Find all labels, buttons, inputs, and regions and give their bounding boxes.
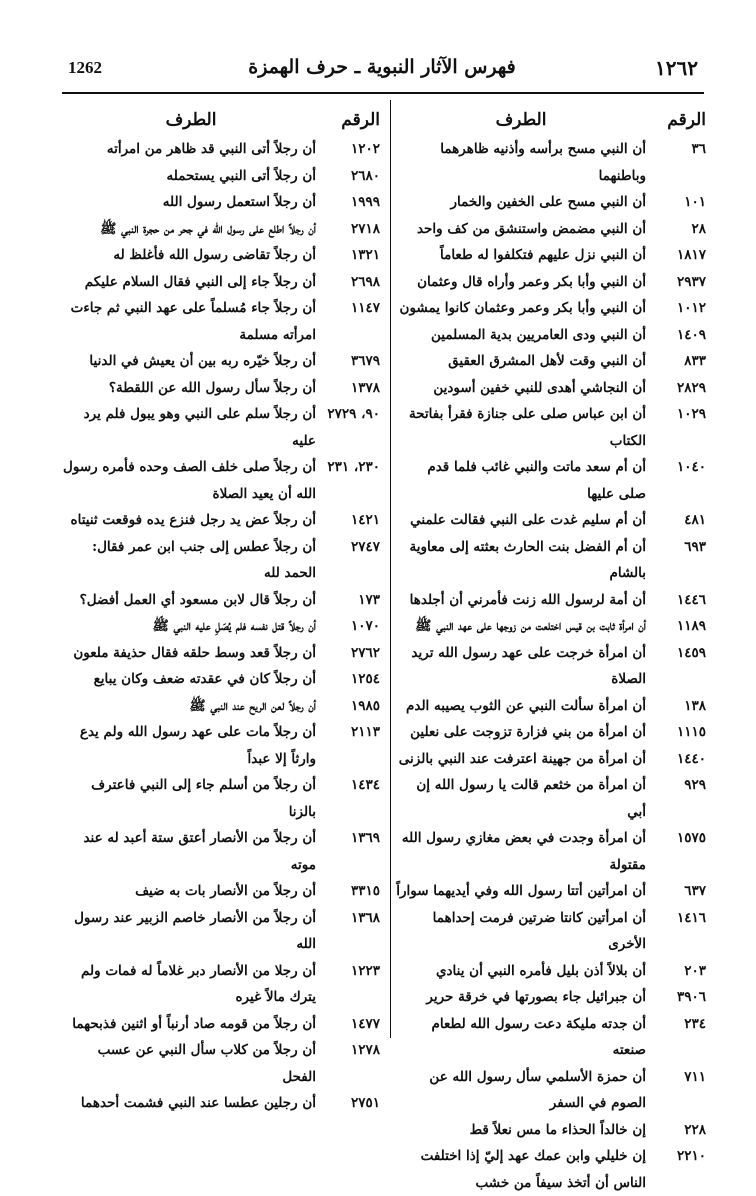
header-rule xyxy=(62,92,704,94)
entry-text: أن امرأتين كانتا ضرتين فرمت إحداهما الأخرى xyxy=(432,909,646,952)
index-entry xyxy=(396,507,706,534)
entry-text: أن امرأة خرجت على عهد رسول الله تريد الصلاة xyxy=(411,644,646,687)
index-entry xyxy=(396,322,706,349)
entry-number: ٢٧٥١ xyxy=(350,1095,380,1111)
entry-number: ١٣٦٩ xyxy=(350,830,380,846)
page-number-arabic: ١٢٦٢ xyxy=(655,56,698,80)
entry-number: ١٢٠٢ xyxy=(350,141,380,157)
index-entry xyxy=(62,375,380,402)
entry-number: ٦٩٣ xyxy=(684,538,706,555)
index-entry xyxy=(62,136,380,163)
entry-number: ١٩٨٥ xyxy=(350,697,380,714)
entry-text: أن حمزة الأسلمي سأل رسول الله عن الصوم في السفر xyxy=(429,1068,646,1111)
entry-number: ٢٧١٨ xyxy=(350,220,380,237)
index-entry xyxy=(396,534,706,587)
index-entry xyxy=(62,958,380,1011)
index-entry xyxy=(62,666,380,693)
page-number-latin: 1262 xyxy=(68,58,102,77)
entry-number: ١٠٢٩ xyxy=(676,406,706,422)
entry-number: ١٠١٢ xyxy=(676,300,706,316)
index-entry xyxy=(62,613,380,640)
entry-number: ١٣٢١ xyxy=(350,247,380,263)
entry-text: إن خالداً الحذاء ما مس نعلاً قط xyxy=(469,1121,646,1138)
entry-number: ٢٣٤ xyxy=(684,1015,706,1032)
entry-text: أن رجلاً قعد وسط حلقه فقال حذيفة ملعون xyxy=(73,644,316,661)
index-entry xyxy=(62,1011,380,1038)
entry-text: أن رجلاً جاء إلى النبي فقال السلام عليكم xyxy=(84,273,316,290)
left-entry-list xyxy=(62,136,380,1117)
entry-number: ١٤٢١ xyxy=(350,512,380,528)
entry-text: أن بلالاً أذن بليل فأمره النبي أن ينادي xyxy=(435,962,646,979)
index-entry xyxy=(396,454,706,507)
index-entry xyxy=(62,1090,380,1117)
index-entry xyxy=(396,746,706,773)
entry-text: أن رجلاً كان في عقدته ضعف وكان يبايع xyxy=(93,671,316,687)
page-title: فهرس الآثار النبوية ـ حرف الهمزة xyxy=(248,56,516,78)
entry-text: أن امرأة ثابت بن قيس اختلعت من زوجها على عهد النبي ﷺ xyxy=(415,618,646,634)
entry-text: أن رجلاً مات على عهد رسول الله ولم يدع وارثاً إلا عبداً xyxy=(79,724,316,767)
entry-text: أن النبي ودى العامريين بدية المسلمين xyxy=(431,326,646,343)
index-entry xyxy=(396,1011,706,1064)
entry-text: أن رجلاً قتل نفسه فلم يُصَلِ عليه النبي ﷺ xyxy=(152,618,316,634)
index-entry xyxy=(396,772,706,825)
entry-number: ٣٦٧٩ xyxy=(350,353,380,369)
index-entry xyxy=(62,189,380,216)
num-heading: الرقم xyxy=(341,110,380,130)
entry-text: أن أم سعد ماتت والنبي غائب فلما قدم صلى عليها xyxy=(427,459,646,502)
index-entry xyxy=(396,878,706,905)
entry-text: أن رجلاً عطس إلى جنب ابن عمر فقال: الحمد لله xyxy=(92,538,316,581)
entry-text: أن رجلاً من الأنصار بات به ضيف xyxy=(135,883,316,899)
entry-text: أن جدته مليكة دعت رسول الله لطعام صنعته xyxy=(431,1015,646,1058)
index-entry xyxy=(396,958,706,985)
entry-text: أن رجلاً لعن الريح عند النبي ﷺ xyxy=(189,697,316,714)
index-entry xyxy=(396,640,706,693)
entry-text: إن خليلي وابن عمك عهد إليّ إذا اختلفت الناس أن أتخذ سيفاً من خشب xyxy=(420,1148,646,1191)
index-entry xyxy=(396,1064,706,1117)
index-entry xyxy=(62,295,380,348)
index-entry xyxy=(396,401,706,454)
entry-number: ١٤٧٧ xyxy=(350,1015,380,1032)
entry-number: ٢٨٢٩ xyxy=(676,379,706,396)
index-entry xyxy=(396,295,706,322)
entry-text: أن امرأة من بني فزارة تزوجت على نعلين xyxy=(410,724,646,740)
entry-text: أن أمة لرسول الله زنت فأمرني أن أجلدها xyxy=(409,591,646,608)
index-entry xyxy=(396,375,706,402)
index-entry xyxy=(396,587,706,614)
entry-number: ٢٧٤٧ xyxy=(350,538,380,555)
index-entry xyxy=(62,348,380,375)
entry-number: ٣٩٠٦ xyxy=(676,989,706,1005)
entry-text: أن رجلاً تقاضى رسول الله فأغلظ له xyxy=(113,247,316,263)
entry-text: أن رجلاً أتى النبي يستحمله xyxy=(166,167,316,184)
index-entry xyxy=(62,772,380,825)
entry-number: ١٠٧٠ xyxy=(350,618,380,634)
index-entry xyxy=(396,216,706,243)
entry-text: أن امرأة من خثعم قالت يا رسول الله إن أبي xyxy=(416,777,646,820)
entry-text: أن النبي مسح برأسه وأذنيه ظاهرهما وباطنهما xyxy=(440,141,646,184)
entry-text: أن رجلاً من الأنصار خاصم الزبير عند رسول الله xyxy=(74,909,316,952)
entry-number: ٧١١ xyxy=(684,1068,706,1085)
entry-text: أن رجلاً سلم على النبي وهو يبول فلم يرد عليه xyxy=(83,406,316,449)
entry-number: ١٤٤٠ xyxy=(676,750,706,767)
entry-text: أن النبي مضمض واستنشق من كف واحد xyxy=(416,220,646,237)
entry-text: أن رجلاً من قومه صاد أرنباً أو اثنين فذبحهما xyxy=(72,1015,316,1032)
entry-text: أن رجلاً من كلاب سأل النبي عن عسب الفحل xyxy=(97,1042,316,1085)
num-heading: الرقم xyxy=(667,110,706,130)
index-entry xyxy=(62,1037,380,1090)
entry-text: أن أم سليم غدت على النبي فقالت علمني xyxy=(410,512,646,528)
entry-number: ١١١٥ xyxy=(676,724,706,740)
index-entry xyxy=(62,507,380,534)
entry-number: ١٠٤٠ xyxy=(676,459,706,475)
index-entry xyxy=(62,878,380,905)
entry-number: ١٧٣ xyxy=(358,591,380,608)
entry-number: ١٤٠٩ xyxy=(676,326,706,343)
entry-number: ١٢٢٣ xyxy=(350,962,380,979)
entry-number: ١٩٩٩ xyxy=(350,194,380,210)
column-divider xyxy=(390,100,391,1038)
entry-number: ١٢٥٤ xyxy=(350,671,380,687)
index-entry xyxy=(396,613,706,640)
index-entry xyxy=(62,216,380,243)
left-column xyxy=(62,104,380,1117)
entry-text: أن ابن عباس صلى على جنازة فقرأ بفاتحة الكتاب xyxy=(408,406,646,449)
index-entry xyxy=(62,587,380,614)
entry-number: ١٨١٧ xyxy=(676,247,706,263)
index-entry xyxy=(62,242,380,269)
left-column-header xyxy=(62,104,380,136)
entry-number: ١١٤٧ xyxy=(350,300,380,316)
index-entry xyxy=(396,1117,706,1144)
entry-text: أن النبي نزل عليهم فتكلفوا له طعاماً xyxy=(439,247,646,263)
entry-number: ٤٨١ xyxy=(684,512,706,528)
entry-number: ١٣٦٨ xyxy=(350,909,380,926)
entry-number: ٢٦٩٨ xyxy=(350,273,380,290)
entry-number: ٢١١٣ xyxy=(350,724,380,740)
entry-number: ١٢٧٨ xyxy=(350,1042,380,1058)
entry-number: ٢٨ xyxy=(691,220,706,237)
entry-number: ٦٣٧ xyxy=(684,883,706,899)
entry-number: ٢٣٠، ٢٣١ xyxy=(327,459,380,475)
index-entry xyxy=(396,136,706,189)
entry-number: ٢٩٣٧ xyxy=(676,273,706,290)
index-entry xyxy=(62,454,380,507)
entry-text: أن رجلاً قال لابن مسعود أي العمل أفضل؟ xyxy=(79,591,316,608)
entry-text: أن رجلاً اطلع على رسول الله في جحر من حجرة النبي ﷺ xyxy=(100,220,316,237)
entry-number: ٢٧٦٢ xyxy=(350,644,380,661)
tarf-heading: الطرف xyxy=(495,110,547,130)
entry-number: ١٥٧٥ xyxy=(676,830,706,846)
index-entry xyxy=(396,905,706,958)
index-entry xyxy=(396,348,706,375)
entry-number: ١٣٨ xyxy=(684,697,706,714)
index-entry xyxy=(62,269,380,296)
entry-number: ٩٠، ٢٧٢٩ xyxy=(327,406,380,422)
entry-text: أن امرأة وجدت في بعض مغازي رسول الله مقتولة xyxy=(401,830,646,873)
entry-text: أن النبي وقت لأهل المشرق العقيق xyxy=(448,353,646,369)
index-entry xyxy=(62,640,380,667)
entry-number: ٩٢٩ xyxy=(684,777,706,793)
entry-text: أن النجاشي أهدى للنبي خفين أسودين xyxy=(433,379,646,396)
entry-number: ٢٢١٠ xyxy=(676,1148,706,1164)
entry-number: ١٣٧٨ xyxy=(350,379,380,396)
right-entry-list xyxy=(396,136,706,1196)
entry-number: ٨٣٣ xyxy=(684,353,706,369)
entry-text: أن رجلاً عض يد رجل فنزع يده فوقعت ثنيتاه xyxy=(70,512,316,528)
entry-number: ١٤٥٩ xyxy=(676,644,706,661)
entry-text: أن رجلاً استعمل رسول الله xyxy=(162,194,316,210)
index-entry xyxy=(396,242,706,269)
index-entry xyxy=(62,401,380,454)
entry-text: أن امرأة من جهينة اعترفت عند النبي بالزنى xyxy=(398,750,646,767)
page-header xyxy=(62,54,702,88)
entry-text: أن امرأتين أتتا رسول الله وفي أيديهما سواراً xyxy=(396,883,646,899)
index-entry xyxy=(396,825,706,878)
index-entry xyxy=(396,269,706,296)
entry-text: أن جبرائيل جاء بصورتها في خرقة حرير xyxy=(426,989,646,1005)
index-entry xyxy=(62,163,380,190)
entry-text: أن رجلين عطسا عند النبي فشمت أحدهما xyxy=(80,1095,316,1111)
entry-text: أن رجلاً من أسلم جاء إلى النبي فاعترف بالزنا xyxy=(91,777,316,820)
index-entry xyxy=(62,534,380,587)
entry-number: ١١٨٩ xyxy=(676,618,706,634)
entry-text: أن رجلاً سأل رسول الله عن اللقطة؟ xyxy=(108,379,316,396)
entry-text: أن أم الفضل بنت الحارث بعثته إلى معاوية بالشام xyxy=(409,538,646,581)
entry-text: أن امرأة سألت النبي عن الثوب يصيبه الدم xyxy=(406,697,646,714)
entry-text: أن رجلا من الأنصار دبر غلاماً له فمات ولم يترك مالاً غيره xyxy=(81,962,316,1005)
entry-number: ٣٣١٥ xyxy=(350,883,380,899)
index-entry xyxy=(62,719,380,772)
entry-text: أن النبي وأبا بكر وعمر وعثمان كانوا يمشون xyxy=(399,300,646,316)
entry-number: ٣٦ xyxy=(691,141,706,157)
right-column xyxy=(396,104,706,1196)
entry-number: ١٠١ xyxy=(684,194,706,210)
index-entry xyxy=(396,719,706,746)
entry-number: ٢٦٨٠ xyxy=(350,167,380,184)
entry-text: أن رجلاً جاء مُسلماً على عهد النبي ثم جاءت امرأته مسلمة xyxy=(70,300,316,343)
entry-number: ١٤٤٦ xyxy=(676,591,706,608)
index-entry xyxy=(62,905,380,958)
entry-text: أن رجلاً أتى النبي قد ظاهر من امرأته xyxy=(106,141,316,157)
index-entry xyxy=(396,189,706,216)
tarf-heading: الطرف xyxy=(165,110,217,130)
index-entry xyxy=(62,825,380,878)
entry-number: ٢٠٣ xyxy=(684,962,706,979)
entry-text: أن النبي مسح على الخفين والخمار xyxy=(450,194,646,210)
entry-text: أن النبي وأبا بكر وعمر وأراه قال وعثمان xyxy=(417,273,646,290)
entry-number: ٢٢٨ xyxy=(684,1121,706,1138)
entry-text: أن رجلاً صلى خلف الصف وحده فأمره رسول الله أن يعيد الصلاة xyxy=(63,459,316,502)
index-entry xyxy=(396,693,706,720)
index-entry xyxy=(396,984,706,1011)
entry-text: أن رجلاً من الأنصار أعتق ستة أعبد له عند موته xyxy=(83,830,316,873)
entry-text: أن رجلاً خيّره ربه بين أن يعيش في الدنيا xyxy=(89,353,316,369)
index-entry xyxy=(62,693,380,720)
index-entry xyxy=(396,1143,706,1196)
right-column-header xyxy=(396,104,706,136)
entry-number: ١٤٣٤ xyxy=(350,777,380,793)
entry-number: ١٤١٦ xyxy=(676,909,706,926)
